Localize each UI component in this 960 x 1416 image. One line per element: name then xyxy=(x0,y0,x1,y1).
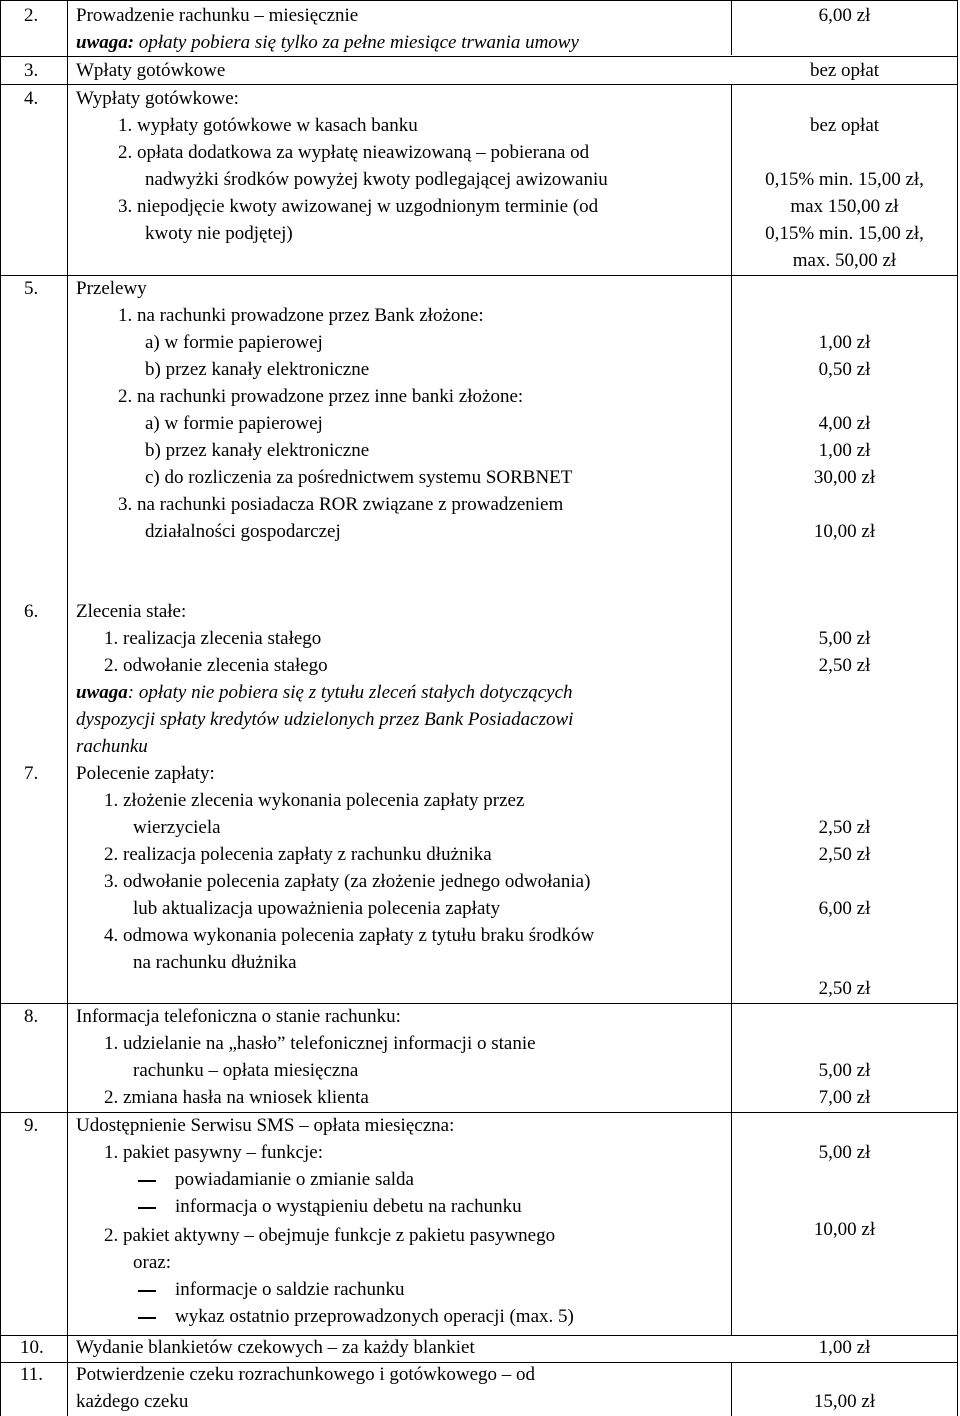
row-title: Udostępnienie Serwisu SMS – opłata miesięczna: xyxy=(76,1115,455,1136)
note-label: uwaga: xyxy=(76,32,135,53)
price: bez opłat xyxy=(809,60,880,81)
price: 7,00 zł xyxy=(818,1087,871,1108)
dash-bullet xyxy=(138,1180,156,1182)
row-title: Zlecenia stałe: xyxy=(76,601,187,622)
row-separator xyxy=(0,1362,958,1363)
row-title: Polecenie zapłaty: xyxy=(76,763,215,784)
dash-bullet xyxy=(138,1317,156,1319)
price: 2,50 zł xyxy=(818,655,871,676)
price: 6,00 zł xyxy=(818,5,871,26)
row-title-cont: każdego czeku xyxy=(76,1391,189,1412)
list-item-cont: lub aktualizacja upoważnienia polecenia zapłaty xyxy=(133,898,501,919)
row-separator xyxy=(0,275,958,276)
price: 5,00 zł xyxy=(818,628,871,649)
row-separator xyxy=(0,1335,958,1336)
row-note: rachunku xyxy=(76,736,148,757)
sub-item: b) przez kanały elektroniczne xyxy=(145,440,370,461)
list-item: 2. zmiana hasła na wniosek klienta xyxy=(104,1087,369,1108)
row-separator xyxy=(0,56,958,57)
row-separator xyxy=(0,0,958,1)
price: bez opłat xyxy=(809,115,880,136)
list-item: 3. na rachunki posiadacza ROR związane z prowadzeniem xyxy=(118,494,564,515)
column-divider-number xyxy=(67,0,68,1416)
bullet-item: powiadamianie o zmianie salda xyxy=(175,1169,414,1190)
price: 10,00 zł xyxy=(813,521,876,542)
row-title: Informacja telefoniczna o stanie rachunku: xyxy=(76,1006,401,1027)
price: max. 50,00 zł xyxy=(792,250,897,271)
row-separator xyxy=(0,84,958,85)
list-item: 2. na rachunki prowadzone przez inne banki złożone: xyxy=(118,386,524,407)
row-note xyxy=(76,33,579,53)
row-separator xyxy=(0,1112,958,1113)
list-item-cont: wierzyciela xyxy=(133,817,221,838)
row-title: Wpłaty gotówkowe xyxy=(76,60,226,81)
list-item: 3. niepodjęcie kwoty awizowanej w uzgodnionym terminie (od xyxy=(118,196,599,217)
list-item: 2. realizacja polecenia zapłaty z rachunku dłużnika xyxy=(104,844,492,865)
list-item-cont: nadwyżki środków powyżej kwoty podlegającej awizowaniu xyxy=(145,169,608,190)
bullet-item: informacja o wystąpieniu debetu na rachunku xyxy=(175,1196,522,1217)
price: 4,00 zł xyxy=(818,413,871,434)
row-number: 4. xyxy=(24,88,39,109)
list-item: 1. udzielanie na „hasło” telefonicznej informacji o stanie xyxy=(104,1033,536,1054)
price: 15,00 zł xyxy=(813,1391,876,1412)
price: 10,00 zł xyxy=(813,1219,876,1240)
row-note: dyspozycji spłaty kredytów udzielonych przez Bank Posiadaczowi xyxy=(76,709,574,730)
sub-item: a) w formie papierowej xyxy=(145,413,323,434)
sub-item: b) przez kanały elektroniczne xyxy=(145,359,370,380)
price: 2,50 zł xyxy=(818,844,871,865)
bullet-item: wykaz ostatnio przeprowadzonych operacji (max. 5) xyxy=(175,1306,574,1327)
price: 0,15% min. 15,00 zł, xyxy=(765,169,924,190)
note-label: uwaga xyxy=(76,682,128,703)
price: 0,50 zł xyxy=(818,359,871,380)
note-text: : opłaty nie pobiera się z tytułu zleceń stałych dotyczących xyxy=(127,682,573,703)
price: 1,00 zł xyxy=(818,440,871,461)
price: 2,50 zł xyxy=(818,817,871,838)
list-item: 1. złożenie zlecenia wykonania polecenia zapłaty przez xyxy=(104,790,525,811)
row-number: 6. xyxy=(24,601,39,622)
sub-item: c) do rozliczenia za pośrednictwem systemu SORBNET xyxy=(145,467,573,488)
row-title: Wydanie blankietów czekowych – za każdy blankiet xyxy=(76,1337,475,1358)
bullet-item: informacje o saldzie rachunku xyxy=(175,1279,405,1300)
sub-item: a) w formie papierowej xyxy=(145,332,323,353)
row-number: 10. xyxy=(20,1337,44,1358)
price: 6,00 zł xyxy=(818,898,871,919)
row-title: Prowadzenie rachunku – miesięcznie xyxy=(76,5,359,26)
list-item: 1. realizacja zlecenia stałego xyxy=(104,628,322,649)
row-separator xyxy=(0,1003,958,1004)
note-text: opłaty pobiera się tylko za pełne miesiące trwania umowy xyxy=(134,32,579,53)
row-number: 5. xyxy=(24,278,39,299)
list-item: 2. odwołanie zlecenia stałego xyxy=(104,655,328,676)
row-title: Przelewy xyxy=(76,278,147,299)
price: 5,00 zł xyxy=(818,1060,871,1081)
list-item-cont: rachunku – opłata miesięczna xyxy=(133,1060,359,1081)
table-border-right xyxy=(957,0,958,1416)
list-item: 1. pakiet pasywny – funkcje: xyxy=(104,1142,323,1163)
list-item: 3. odwołanie polecenia zapłaty (za złożenie jednego odwołania) xyxy=(104,871,591,892)
row-number: 9. xyxy=(24,1115,39,1136)
row-number: 7. xyxy=(24,763,39,784)
list-item: 1. na rachunki prowadzone przez Bank złożone: xyxy=(118,305,484,326)
dash-bullet xyxy=(138,1207,156,1209)
row-number: 8. xyxy=(24,1006,39,1027)
dash-bullet xyxy=(138,1290,156,1292)
table-border-left xyxy=(0,0,1,1416)
price: 0,15% min. 15,00 zł, xyxy=(765,223,924,244)
row-number: 2. xyxy=(24,5,39,26)
price: 1,00 zł xyxy=(818,332,871,353)
row-title: Wypłaty gotówkowe: xyxy=(76,88,239,109)
list-item-cont: działalności gospodarczej xyxy=(145,521,341,542)
list-item-cont: oraz: xyxy=(133,1252,171,1273)
row-number: 3. xyxy=(24,60,39,81)
list-item: 4. odmowa wykonania polecenia zapłaty z tytułu braku środków xyxy=(104,925,595,946)
price: 1,00 zł xyxy=(818,1337,871,1358)
list-item-cont: kwoty nie podjętej) xyxy=(145,223,293,244)
row-note xyxy=(76,683,573,703)
price: 5,00 zł xyxy=(818,1142,871,1163)
price: 2,50 zł xyxy=(818,978,871,999)
row-title: Potwierdzenie czeku rozrachunkowego i gotówkowego – od xyxy=(76,1364,536,1385)
list-item: 1. wypłaty gotówkowe w kasach banku xyxy=(118,115,418,136)
row-number: 11. xyxy=(20,1364,44,1385)
list-item-cont: na rachunku dłużnika xyxy=(133,952,297,973)
price: max 150,00 zł xyxy=(790,196,899,217)
list-item: 2. pakiet aktywny – obejmuje funkcje z pakietu pasywnego xyxy=(104,1225,556,1246)
list-item: 2. opłata dodatkowa za wypłatę nieawizowaną – pobierana od xyxy=(118,142,590,163)
price: 30,00 zł xyxy=(813,467,876,488)
